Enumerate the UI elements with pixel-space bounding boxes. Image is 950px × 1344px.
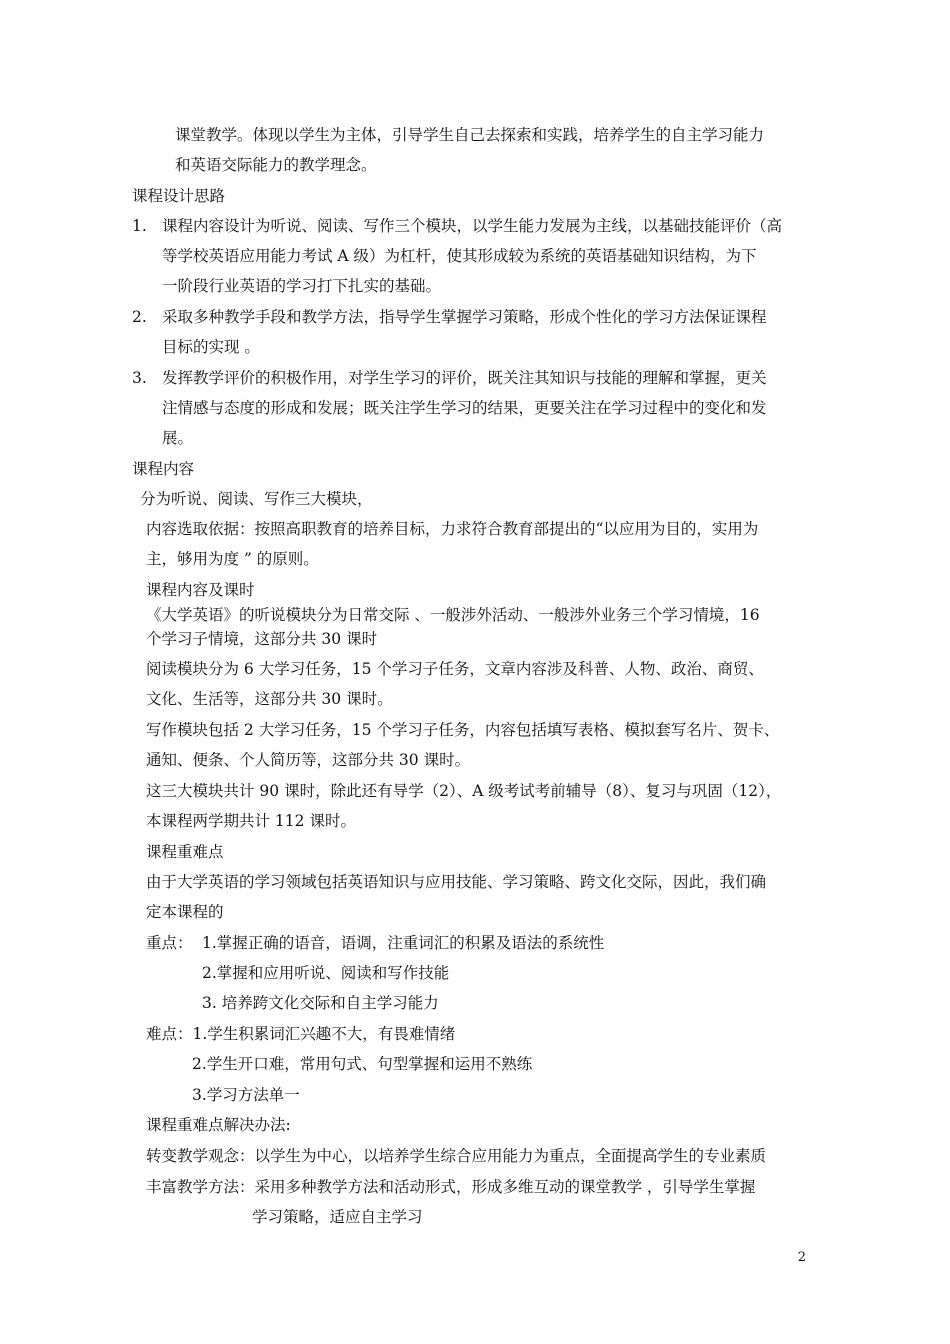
hard-point-2: 2.学生开口难，常用句式、句型掌握和运用不熟练 — [192, 1055, 533, 1073]
list-item-number: 3. — [132, 369, 147, 387]
difficulty-intro-line-2: 定本课程的 — [146, 903, 224, 921]
list-item-text: 发挥教学评价的积极作用，对学生学习的评价，既关注其知识与技能的理解和掌握，更关 — [162, 369, 767, 387]
list-item-text: 课程内容设计为听说、阅读、写作三个模块，以学生能力发展为主线，以基础技能评价（高 — [162, 217, 783, 235]
reading-line-2: 文化、生活等，这部分共 30 课时。 — [146, 690, 393, 708]
section-heading-difficulty: 课程重难点 — [146, 843, 224, 861]
total-line-1: 这三大模块共计 90 课时，除此还有导学（2）、A 级考试考前辅导（8）、复习与巩固（12）， — [146, 782, 782, 800]
list-item-number: 1. — [132, 217, 147, 235]
intro-line-1: 课堂教学。体现以学生为主体，引导学生自己去探索和实践，培养学生的自主学习能力 — [175, 126, 765, 144]
solution-2-line-2: 学习策略，适应自主学习 — [252, 1208, 423, 1226]
section-heading-content: 课程内容 — [132, 460, 195, 478]
reading-line-1: 阅读模块分为 6 大学习任务，15 个学习子任务，文章内容涉及科普、人物、政治、商贸、 — [146, 660, 764, 678]
key-points-label: 重点： — [146, 934, 193, 952]
intro-line-2: 和英语交际能力的教学理念。 — [175, 156, 377, 174]
list-item-text: 采取多种教学手段和教学方法，指导学生掌握学习策略，形成个性化的学习方法保证课程 — [162, 308, 767, 326]
writing-line-1: 写作模块包括 2 大学习任务，15 个学习子任务，内容包括填写表格、模拟套写名片、贺卡、 — [146, 721, 780, 739]
hard-point-3: 3.学习方法单一 — [192, 1086, 300, 1104]
list-item-text: 注情感与态度的形成和发展；既关注学生学习的结果，更要关注在学习过程中的变化和发 — [162, 399, 767, 417]
list-item-text: 一阶段行业英语的学习打下扎实的基础。 — [162, 277, 442, 295]
listening-line-2: 个学习子情境，这部分共 30 课时 — [146, 630, 378, 648]
content-basis-line-1: 内容选取依据：按照高职教育的培养目标，力求符合教育部提出的“以应用为目的，实用为 — [146, 520, 759, 538]
list-item-text: 展。 — [162, 429, 194, 447]
listening-line-1: 《大学英语》的听说模块分为日常交际 、一般涉外活动、一般涉外业务三个学习情境，16 — [146, 606, 760, 624]
difficulty-intro-line-1: 由于大学英语的学习领域包括英语知识与应用技能、学习策略、跨文化交际，因此，我们确 — [146, 873, 767, 891]
total-line-2: 本课程两学期共计 112 课时。 — [146, 812, 356, 830]
solution-2-line-1: 丰富教学方法：采用多种教学方法和活动形式，形成多维互动的课堂教学 ，引导学生掌握 — [146, 1178, 756, 1196]
list-item-number: 2. — [132, 308, 147, 326]
content-modules: 分为听说、阅读、写作三大模块， — [140, 490, 373, 508]
solution-1: 转变教学观念：以学生为中心，以培养学生综合应用能力为重点，全面提高学生的专业素质 — [146, 1147, 767, 1165]
key-point-3: 3. 培养跨文化交际和自主学习能力 — [202, 994, 439, 1012]
writing-line-2: 通知、便条、个人简历等，这部分共 30 课时。 — [146, 751, 471, 769]
solution-heading: 课程重难点解决办法: — [146, 1116, 291, 1134]
key-point-2: 2.掌握和应用听说、阅读和写作技能 — [202, 964, 450, 982]
page-number: 2 — [797, 1250, 806, 1265]
section-heading-design: 课程设计思路 — [132, 187, 226, 205]
list-item-text: 等学校英语应用能力考试 A 级）为杠杆，使其形成较为系统的英语基础知识结构，为下 — [162, 247, 757, 265]
list-item-text: 目标的实现 。 — [162, 338, 260, 356]
content-basis-line-2: 主，够用为度 ” 的原则。 — [146, 550, 319, 568]
hours-heading: 课程内容及课时 — [146, 581, 255, 599]
hard-point-1: 难点：1.学生积累词汇兴趣不大，有畏难情绪 — [146, 1025, 456, 1043]
key-point-1: 1.掌握正确的语音，语调，注重词汇的积累及语法的系统性 — [202, 934, 605, 952]
